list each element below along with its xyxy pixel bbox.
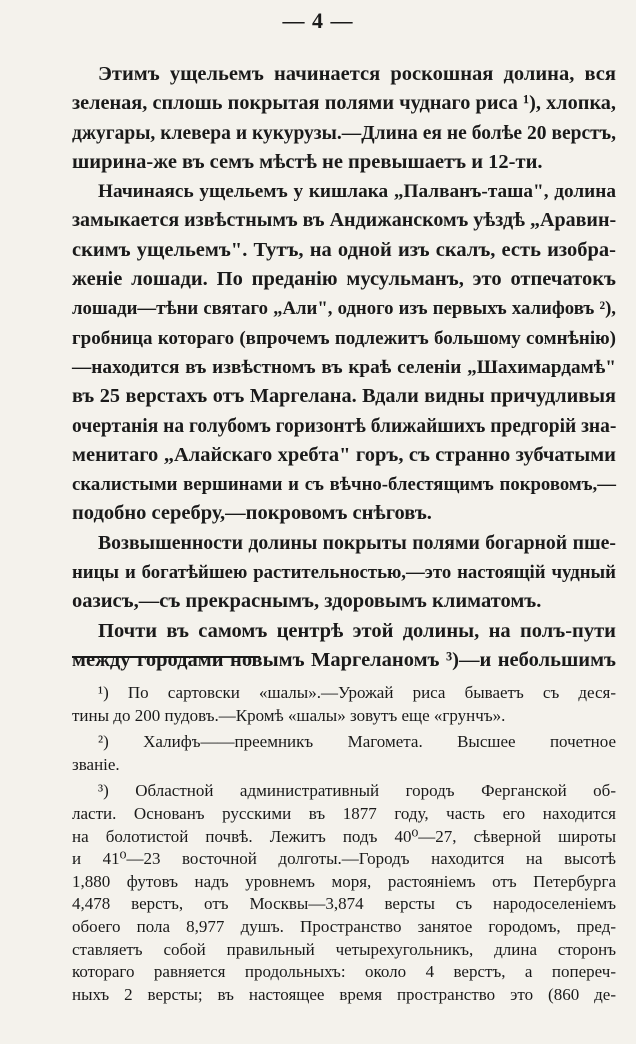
footnote-line: 1,880 футовъ надъ уровнемъ моря, растояніемъ отъ Петербурга <box>72 871 616 891</box>
text-line: гробница котораго (впрочемъ подлежитъ большому сомнѣнію) <box>72 327 616 349</box>
footnote-line: ныхъ 2 версты; въ настоящее время пространство это (860 де- <box>72 984 616 1004</box>
text-line: въ 25 верстахъ отъ Маргелана. Вдали видны причудливыя <box>72 385 616 408</box>
text-line: Возвышенности долины покрыты полями богарной пше- <box>98 531 616 554</box>
footnote-line: ласти. Основанъ русскими въ 1877 году, часть его находится <box>72 803 616 823</box>
text-line: подобно серебру,—покровомъ снѣговъ. <box>72 502 432 525</box>
footnote-line: ставляетъ собой правильный четырехугольникъ, длина сторонъ <box>72 939 616 959</box>
text-line: —находится въ извѣстномъ въ краѣ селеніи „Шахимардамѣ" <box>72 356 616 378</box>
footnotes <box>72 682 616 1010</box>
text-line: замыкается извѣстнымъ въ Андижанскомъ уѣздѣ „Аравин- <box>72 209 617 232</box>
paragraph-3 <box>72 529 616 617</box>
paragraph-1 <box>72 60 616 177</box>
text-line: Почти въ самомъ центрѣ этой долины, на полъ-пути <box>98 619 616 642</box>
footnote-line: на болотистой почвѣ. Лежитъ подъ 40⁰—27, сѣверной широты <box>72 826 616 846</box>
body-text <box>72 60 616 675</box>
footnote-line: 4,478 верстъ, отъ Москвы—3,874 версты съ народоселеніемъ <box>72 894 616 914</box>
paragraph-2 <box>72 177 616 529</box>
page-number: — 4 — <box>282 8 354 33</box>
text-line: женіе лошади. По преданію мусульманъ, это отпечатокъ <box>72 268 616 291</box>
text-line: Начинаясь ущельемъ у кишлака „Палванъ-таша", долина <box>98 181 616 203</box>
text-line: джугары, клевера и кукурузы.—Длина ея не болѣе 20 верстъ, <box>72 122 616 144</box>
footnote-line: и 41⁰—23 восточной долготы.—Городъ находится на высотѣ <box>72 849 616 869</box>
text-line: между городами новымъ Маргеланомъ ³)—и небольшимъ <box>72 648 616 671</box>
footnote-line: званіе. <box>72 754 120 774</box>
paragraph-4 <box>72 617 616 676</box>
text-line: скимъ ущельемъ". Тутъ, на одной изъ скалъ, есть изобра- <box>72 238 616 261</box>
text-line: Этимъ ущельемъ начинается роскошная долина, вся <box>98 63 616 85</box>
footnote-line: обоего пола 8,977 душъ. Пространство занятое городомъ, пред- <box>72 916 616 936</box>
text-line: лошади—тѣни святаго „Али", одного изъ первыхъ халифовъ ²), <box>72 298 616 320</box>
text-line: зеленая, сплошь покрытая полями чуднаго риса ¹), хлопка, <box>72 92 616 115</box>
text-line: менитаго „Алайскаго хребта" горъ, съ странно зубчатыми <box>72 443 616 466</box>
footnote-divider <box>72 656 260 658</box>
text-line: ницы и богатѣйшею растительностью,—это настоящій чудный <box>72 562 616 584</box>
footnote-line: ²) Халифъ——преемникъ Магомета. Высшее почетное <box>98 732 616 752</box>
text-line: скалистыми вершинами и съ вѣчно-блестящимъ покровомъ,— <box>72 474 616 496</box>
text-line: ширина-же въ семъ мѣстѣ не превышаетъ и 12-ти. <box>72 150 543 173</box>
footnote-line: тины до 200 пудовъ.—Кромѣ «шалы» зовутъ еще «грунчъ». <box>72 705 506 725</box>
text-line: очертанія на голубомъ горизонтѣ ближайшихъ предгорій зна- <box>72 415 617 437</box>
footnote-line: ³) Областной административный городъ Ферганской об- <box>98 781 616 801</box>
footnote-line: ¹) По сартовски «шалы».—Урожай риса бываетъ съ деся- <box>98 683 616 702</box>
footnote-2 <box>72 731 616 776</box>
footnote-1 <box>72 682 616 727</box>
footnote-3 <box>72 780 616 1006</box>
footnote-line: котораго равняется продольныхъ: около 4 верстъ, а попереч- <box>72 962 616 982</box>
text-line: оазисъ,—съ прекраснымъ, здоровымъ климатомъ. <box>72 590 542 613</box>
